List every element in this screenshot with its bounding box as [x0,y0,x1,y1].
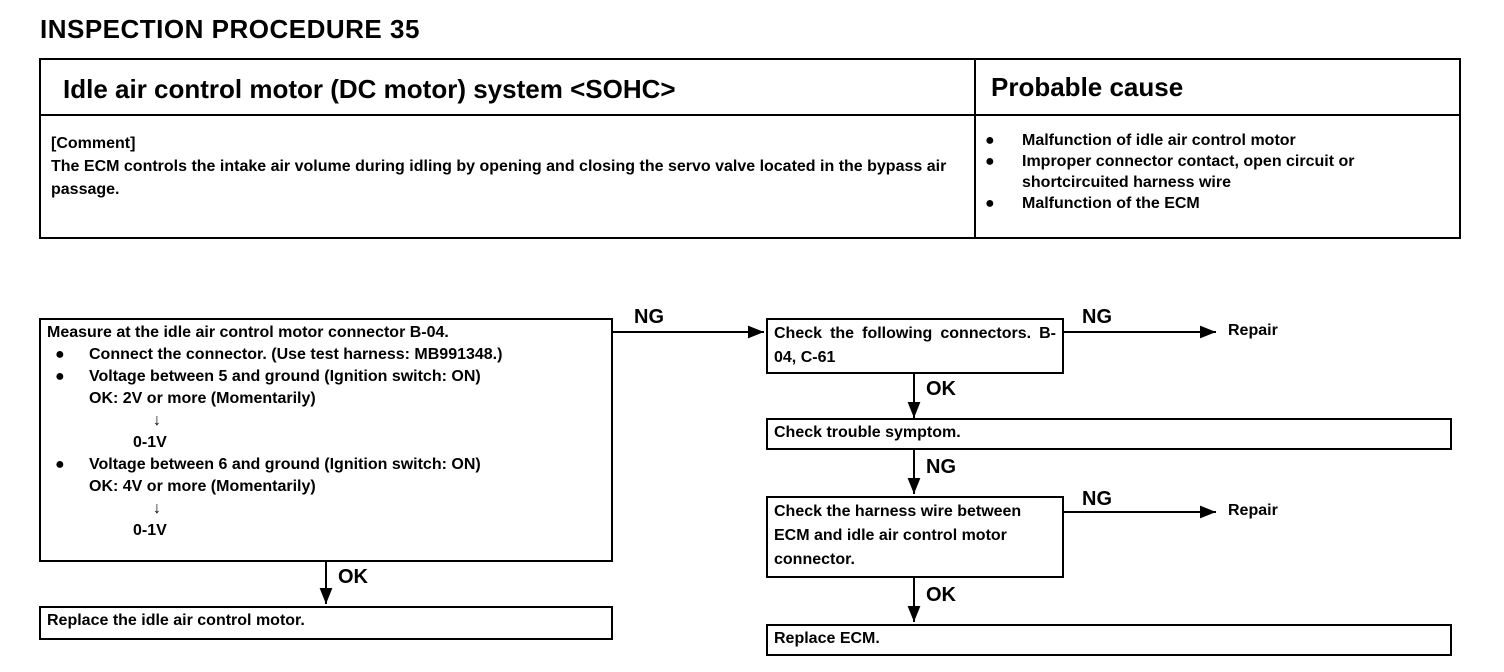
check-harness-text: Check the harness wire between ECM and idle air control motor connector. [774,503,1022,568]
down-arrow-icon: ↓ [153,412,161,429]
ng-label: NG [1082,488,1112,510]
ok-label: OK [926,584,956,606]
measure-line: Measure at the idle air control motor connector B-04. [47,324,449,341]
replace-ecm-text: Replace ECM. [774,630,880,647]
ok-label: OK [338,566,368,588]
check-symptom-box [766,418,1452,450]
ng-label: NG [634,306,664,328]
check-harness-box [766,496,1064,578]
measure-bullet [47,366,605,388]
system-title: Idle air control motor (DC motor) system <SOHC> [63,74,676,104]
replace-ecm-box [766,624,1452,656]
ng-label: NG [1082,306,1112,328]
cause-text: Improper connector contact, open circuit or shortcircuited harness wire [1022,153,1355,191]
bullet-icon: ● [55,346,65,363]
check-connectors-box [766,318,1064,374]
cause-text: Malfunction of idle air control motor [1022,132,1296,149]
page-title: INSPECTION PROCEDURE 35 [40,14,420,44]
measure-step-box [39,318,613,562]
voltage-value: 0-1V [133,434,167,451]
replace-motor-text: Replace the idle air control motor. [47,612,305,629]
repair-label: Repair [1228,322,1278,339]
comment-text: The ECM controls the intake air volume during idling by opening and closing the servo valve located in the bypass air passage. [51,158,947,198]
check-symptom-text: Check trouble symptom. [774,424,961,441]
ng-label: NG [926,456,956,478]
bullet-icon: ● [985,132,995,149]
comment-label: [Comment] [51,135,136,152]
probable-cause-title: Probable cause [991,72,1184,102]
bullet-icon: ● [985,195,995,212]
bullet-icon: ● [55,456,65,473]
check-connectors-text: Check the following connectors. B-04, C-61 [774,325,1056,366]
bullet-icon: ● [985,153,995,170]
replace-motor-box [39,606,613,640]
voltage-value: 0-1V [133,522,167,539]
measure-bullet-text: Connect the connector. (Use test harness: MB991348.) [89,346,503,363]
bullet-icon: ● [55,368,65,385]
ok-criteria: OK: 4V or more (Momentarily) [89,478,316,495]
measure-bullet-text: Voltage between 6 and ground (Ignition switch: ON) [89,456,481,473]
down-arrow-icon: ↓ [153,500,161,517]
ok-label: OK [926,378,956,400]
repair-label: Repair [1228,502,1278,519]
ok-criteria: OK: 2V or more (Momentarily) [89,390,316,407]
measure-bullet-text: Voltage between 5 and ground (Ignition switch: ON) [89,368,481,385]
cause-text: Malfunction of the ECM [1022,195,1200,212]
measure-bullet [47,344,605,366]
measure-bullet [47,454,605,476]
